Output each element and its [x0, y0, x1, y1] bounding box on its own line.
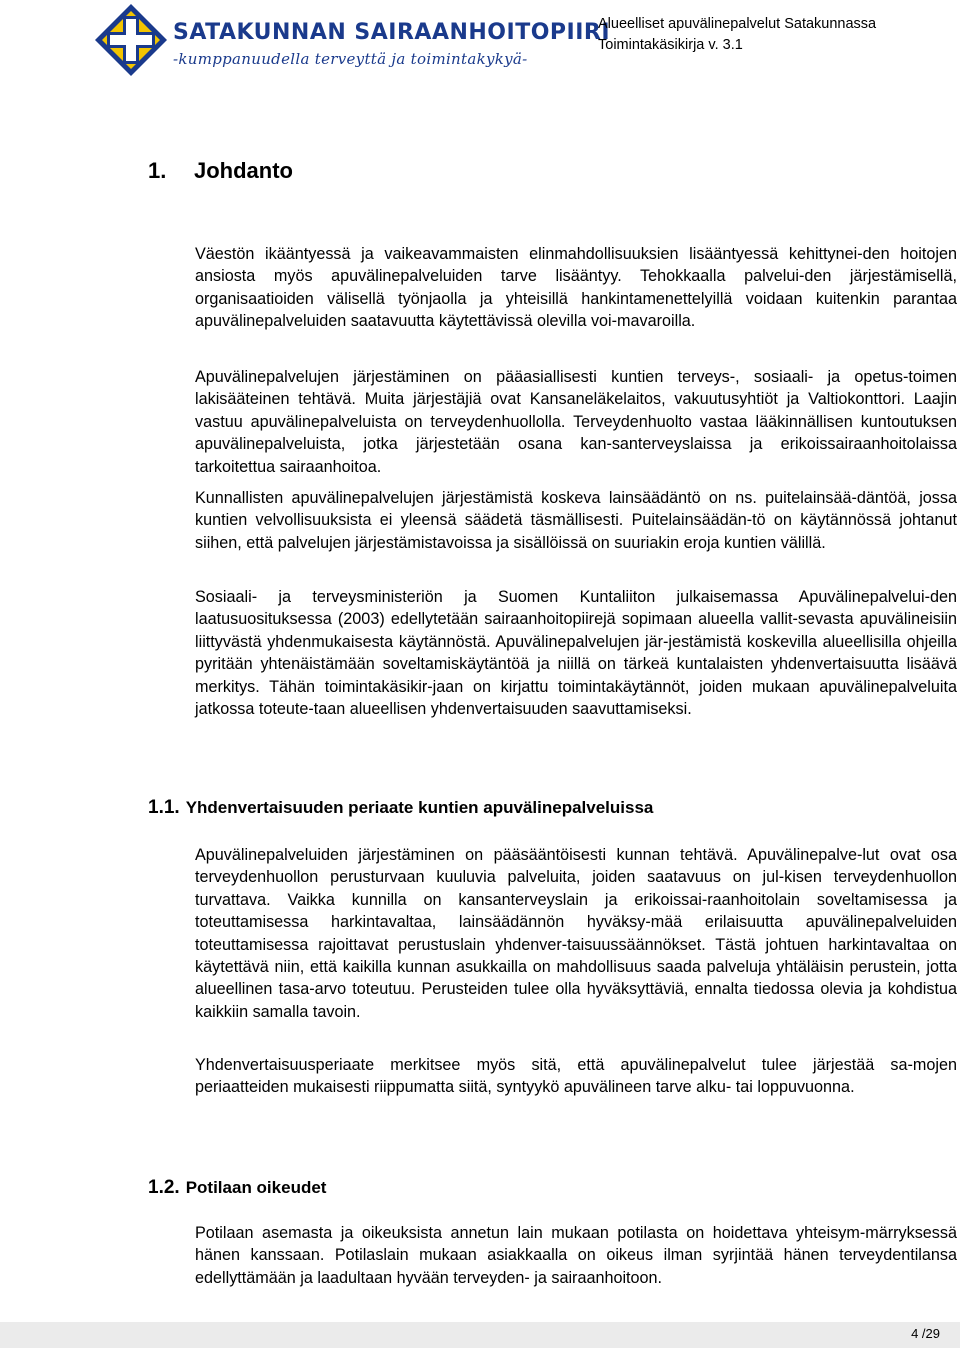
paragraph: Apuvälinepalveluiden järjestäminen on pääsääntöisesti kunnan tehtävä. Apuvälinepalve-lut ovat osa terveydenhuollon perusturvaan kuuluvia palveluita, joiden saatavuus on jul-kisen terveydenhuollon turvattava. Vaikka kunnilla on kansanterveyslain ja erikoissai-raanhoitolain soveltamisessa ja toteuttamisessa harkintavaltaa, lainsäädännön hyväksy-mää erilaisuutta apuvälinepalveluiden toteuttamisessa rajoittavat perustuslain yhdenver-taisuussäännökset. Tästä johtuen harkintavaltaa on käytettävä niin, että kaikilla kunnan asukkailla on mahdollisuus saada palveluja yhtäläisin perustein, jotta alueellinen tasa-arvo toteutuu. Perusteiden tulee olla hyväksyttäviä, ennalta tiedossa olevia ja kohdistua kaikkiin samalla tavoin. [195, 846, 957, 1021]
section-title: Johdanto [194, 158, 293, 183]
page-header [0, 0, 960, 90]
paragraph: Kunnallisten apuvälinepalvelujen järjestämistä koskeva lainsäädäntö on ns. puitelainsää-däntöä, jossa kuntien velvollisuuksista ei yleensä säädetä täsmällisesti. Puitelainsäädän-tö on käytännössä johtanut siihen, että palvelujen järjestämistavoissa ja sisällöissä on suuriakin eroja kuntien välillä. [195, 489, 957, 552]
section-number: 1.1. [148, 797, 180, 818]
paragraph: Väestön ikääntyessä ja vaikeavammaisten elinmahdollisuuksien lisääntyessä kehittynei-den hoitojen ansiosta myös apuvälinepalveluiden tarve lisääntyy. Tehokkaalla palvelui-den järjestämisellä, organisaatioiden välisellä työnjaolla ja yhteisillä hankintamenettelyillä voidaan kuitenkin parantaa apuvälinepalveluiden saatavuutta käytettävissä olevilla voi-mavaroilla. [195, 245, 957, 331]
org-slogan: -kumppanuudella terveyttä ja toimintakykyä- [173, 50, 528, 68]
paragraph: Apuvälinepalvelujen järjestäminen on pääasiallisesti kuntien terveys-, sosiaali- ja opetus-toimen lakisääteinen tehtävä. Muita järjestäjiä ovat Kansaneläkelaitos, vakuutusyhtiöt ja Valtiokonttori. Laajin vastuu apuvälinepalveluista on terveydenhuollolla. Terveydenhuolto vastaa lääkinnällisen kuntoutuksen apuvälinepalveluista, jotka järjestetään osana kan-santerveyslaissa ja erikoissairaanhoitolaissa tarkoitettua sairaanhoitoa. [195, 368, 957, 476]
section-title: Yhdenvertaisuuden periaate kuntien apuvälinepalveluissa [185, 798, 654, 817]
section-heading-1-1 [148, 797, 653, 819]
section-heading-1 [148, 158, 293, 184]
section-number: 1.2. [148, 1177, 180, 1198]
section-number: 1. [148, 158, 167, 183]
paragraph: Yhdenvertaisuusperiaate merkitsee myös sitä, että apuvälinepalvelut tulee järjestää sa-mojen periaatteiden mukaisesti riippumatta siitä, syntyykö apuvälineen tarve alku- tai loppuvuonna. [195, 1056, 957, 1097]
header-info [598, 14, 876, 56]
paragraph: Potilaan asemasta ja oikeuksista annetun lain mukaan potilasta on hoidettava yhteisym-märryksessä hänen kanssaan. Potilaslain mukaan asiakkaalla on oikeus ilman syrjintää hänen terveydentilansa edellyttämään ja laadultaan hyvään terveyden- ja sairaanhoitoon. [195, 1224, 957, 1287]
page-number: 4 /29 [911, 1326, 940, 1341]
org-logo [93, 2, 611, 78]
paragraph: Sosiaali- ja terveysministeriön ja Suomen Kuntaliiton julkaisemassa Apuvälinepalvelui-den laatusuosituksessa (2003) edellytetään sairaanhoitopiirejä sopimaan alueella vallit-sevasta apuvälineisiin liittyvästä yhdenmukaisesta käytännöstä. Apuvälinepalvelujen jär-jestämistä koskevilla alueellisilla ohjeilla pyritään yhtenäistämään soveltamiskäytäntöä ja niillä on tärkeä kuntalaisten yhdenvertaisuutta lisäävä merkitys. Tähän toimintakäsikir-jaan on kirjattu toimintakäytännöt, joiden mukaan apuvälinepalveluita jatkossa toteute-taan alueellisen yhdenvertaisuuden saavuttamiseksi. [195, 588, 957, 719]
cross-emblem-icon [93, 2, 169, 78]
org-name: SATAKUNNAN SAIRAANHOITOPIIRI [173, 20, 611, 45]
section-title: Potilaan oikeudet [185, 1178, 327, 1197]
document-version: Toimintakäsikirja v. 3.1 [598, 37, 743, 53]
section-heading-1-2 [148, 1177, 326, 1199]
footer-bar [0, 1322, 960, 1348]
document-title: Alueelliset apuvälinepalvelut Satakunnassa [598, 16, 877, 32]
